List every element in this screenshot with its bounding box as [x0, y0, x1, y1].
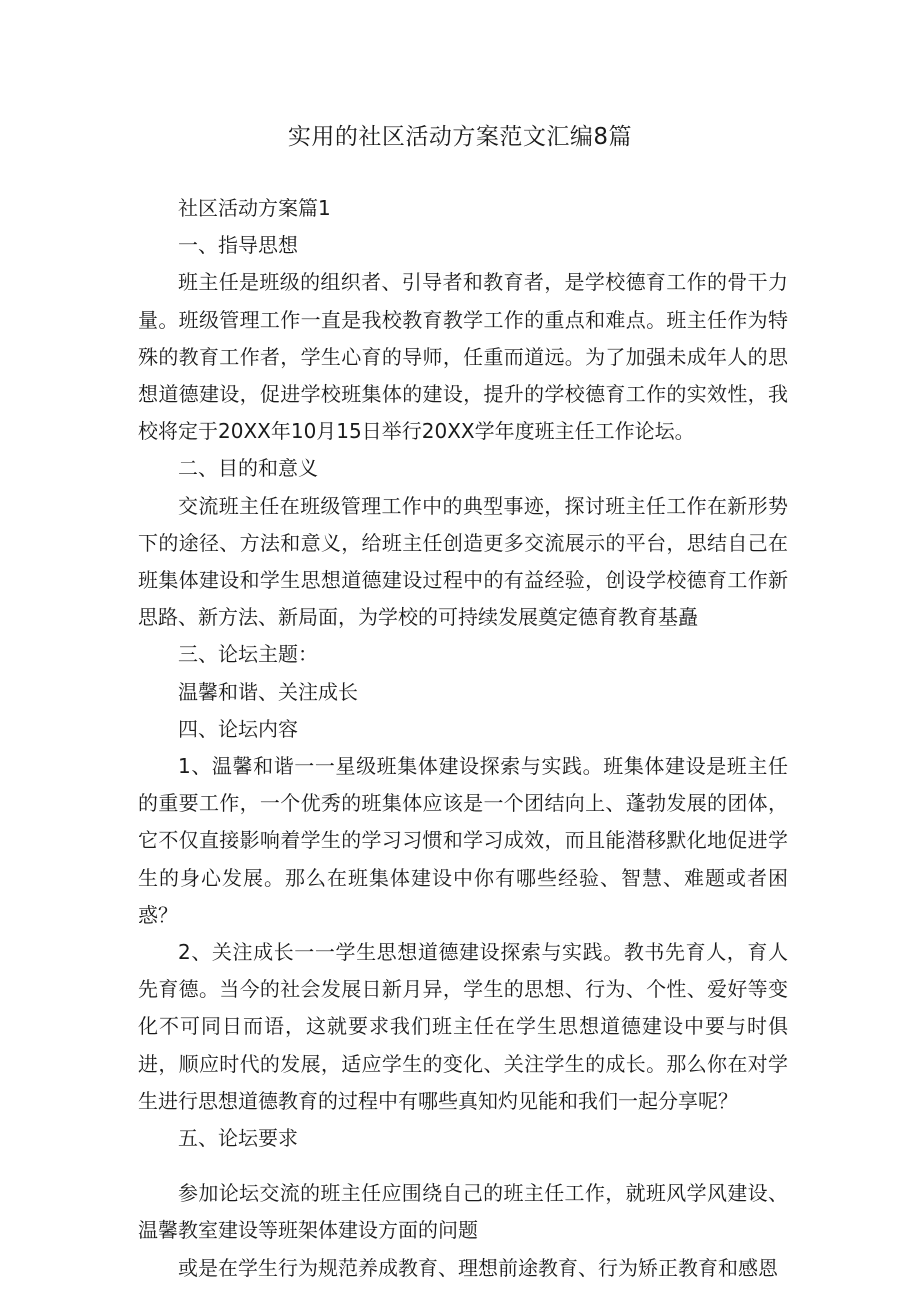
document-title: 实用的社区活动方案范文汇编8篇	[287, 124, 633, 150]
body-paragraph: 温馨和谐、关注成长	[178, 679, 358, 704]
body-paragraph: 2、关注成长一一学生思想道德建设探索与实践。教书先育人，育人先育德。当今的社会发展日新月异，学生的思想、行为、个性、爱好等变化不可同日而语，这就要求我们班主任在学生思想道德建设中要与时俱进，顺应时代的发展，适应学生的变化、关注学生的成长。那么你在对学生进行思想道德教育的过程中有哪些真知灼见能和我们一起分享呢？	[138, 940, 788, 1113]
section-heading: 五、论坛要求	[178, 1126, 298, 1151]
document-body	[138, 190, 788, 1287]
section-heading: 三、论坛主题：	[178, 642, 318, 667]
body-paragraph: 班主任是班级的组织者、引导者和教育者，是学校德育工作的骨干力量。班级管理工作一直是我校教育教学工作的重点和难点。班主任作为特殊的教育工作者，学生心育的导师，任重而道远。为了加强未成年人的思想道德建设，促进学校班集体的建设，提升的学校德育工作的实效性，我校将定于20XX年10月15日举行20XX学年度班主任工作论坛。	[138, 270, 788, 444]
body-paragraph: 或是在学生行为规范养成教育、理想前途教育、行为矫正教育和感恩	[178, 1255, 778, 1280]
section-heading: 社区活动方案篇1	[178, 196, 331, 220]
body-paragraph: 交流班主任在班级管理工作中的典型事迹，探讨班主任工作在新形势下的途径、方法和意义，给班主任创造更多交流展示的平台，思结自己在班集体建设和学生思想道德建设过程中的有益经验，创设学校德育工作新思路、新方法、新局面，为学校的可持续发展奠定德育教育基矗	[138, 493, 788, 630]
section-heading: 一、指导思想	[178, 233, 298, 258]
section-heading: 二、目的和意义	[178, 456, 318, 481]
body-paragraph: 参加论坛交流的班主任应围绕自己的班主任工作，就班风学风建设、温馨教室建设等班架体建设方面的问题	[138, 1181, 788, 1243]
body-paragraph: 1、温馨和谐一一星级班集体建设探索与实践。班集体建设是班主任的重要工作，一个优秀的班集体应该是一个团结向上、蓬勃发展的团体，它不仅直接影响着学生的学习习惯和学习成效，而且能潜移默化地促进学生的身心发展。那么在班集体建设中你有哪些经验、智慧、难题或者困惑？	[138, 754, 788, 927]
section-heading: 四、论坛内容	[178, 716, 298, 741]
